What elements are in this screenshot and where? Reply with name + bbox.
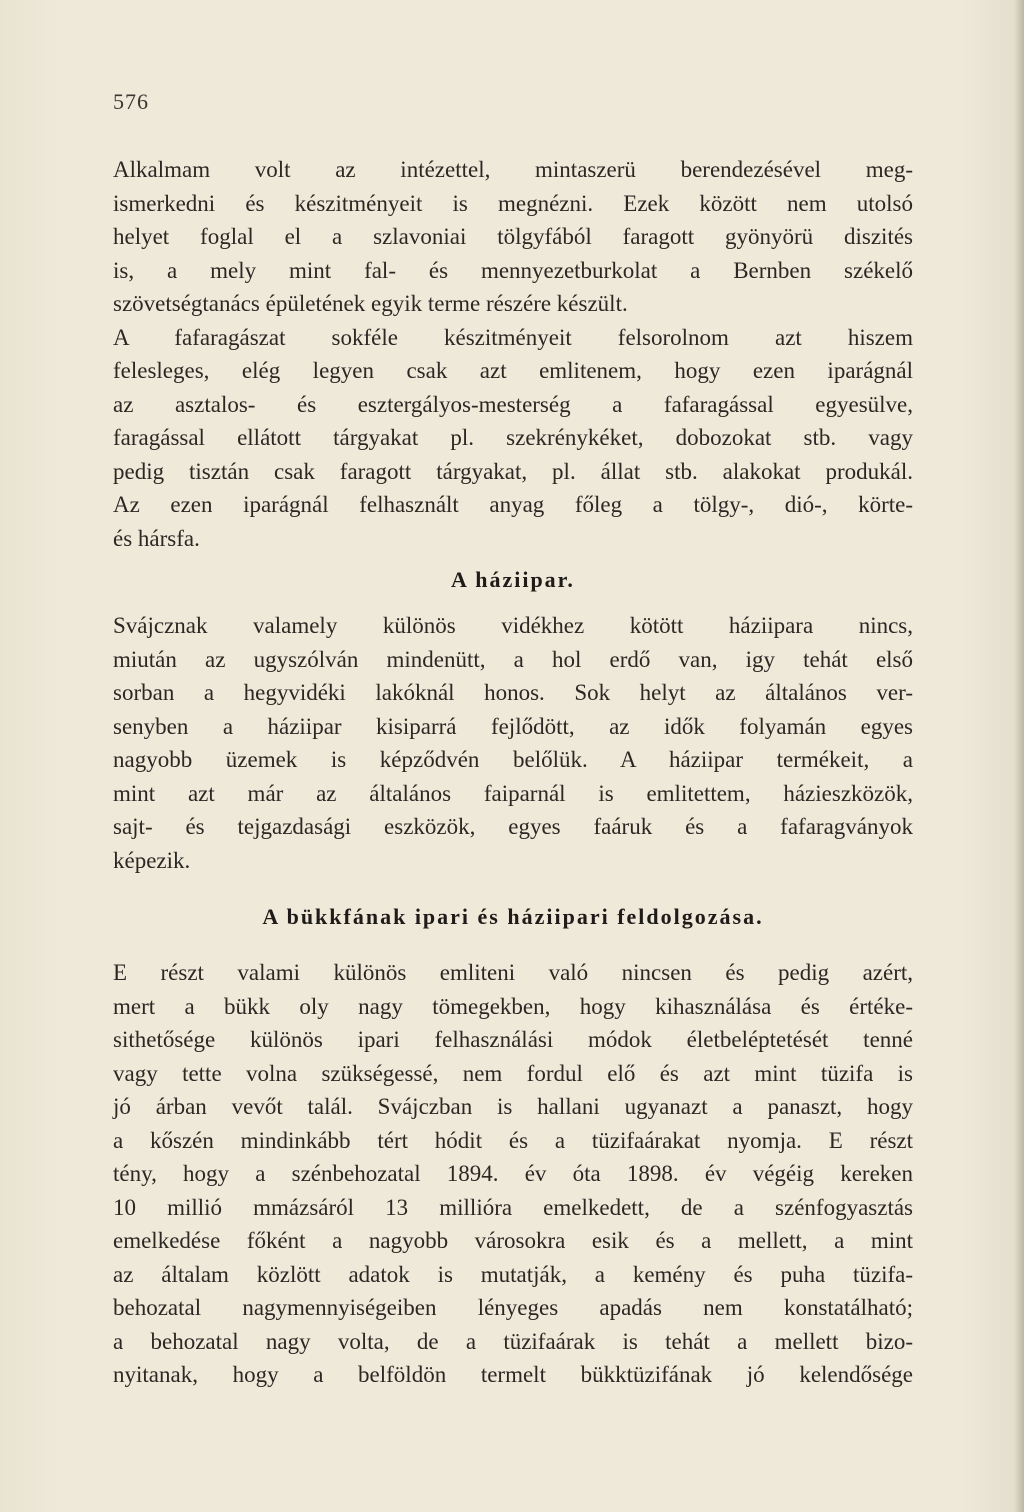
paragraph-1 bbox=[113, 153, 913, 321]
text-line: és hársfa. bbox=[113, 525, 200, 551]
text-column bbox=[113, 153, 913, 1392]
text-line: miután az ugyszólván mindenütt, a hol erdő van, igy tehát első bbox=[113, 646, 913, 672]
text-line: E részt valami különös emliteni való nincsen és pedig azért, bbox=[113, 960, 913, 985]
section-heading-haziipar: A háziipar. bbox=[451, 567, 575, 592]
text-line: jó árban vevőt talál. Svájczban is hallani ugyanazt a panaszt, hogy bbox=[113, 1094, 913, 1119]
text-line: a kőszén mindinkább tért hódit és a tüzifaárakat nyomja. E részt bbox=[113, 1127, 913, 1153]
paragraph-4 bbox=[113, 956, 913, 1392]
text-line: az általam közlött adatok is mutatják, a kemény és puha tüzifa- bbox=[113, 1261, 913, 1287]
text-line: nyitanak, hogy a belföldön termelt bükktüzifának jó kelendősége bbox=[113, 1362, 913, 1387]
text-line: 10 millió mmázsáról 13 millióra emelkedett, de a szénfogyasztás bbox=[113, 1194, 913, 1220]
section-heading-bukkfa: A bükkfának ipari és háziipari feldolgozása. bbox=[262, 904, 764, 929]
page-number: 576 bbox=[113, 89, 149, 114]
text-line: helyet foglal el a szlavoniai tölgyfából faragott gyönyörü diszités bbox=[113, 224, 913, 249]
text-line: sajt- és tejgazdasági eszközök, egyes faáruk és a fafaragványok bbox=[113, 814, 913, 839]
text-line: Az ezen iparágnál felhasznált anyag főleg a tölgy-, dió-, körte- bbox=[113, 492, 913, 517]
text-line: Svájcznak valamely különös vidékhez kötött háziipara nincs, bbox=[113, 613, 913, 638]
text-line: vagy tette volna szükségessé, nem fordul elő és azt mint tüzifa is bbox=[113, 1060, 913, 1086]
text-line: szövetségtanács épületének egyik terme részére készült. bbox=[113, 291, 628, 316]
text-line: sithetősége különös ipari felhasználási módok életbeléptetését tenné bbox=[113, 1027, 913, 1052]
page-edge-shadow bbox=[1014, 0, 1024, 1512]
text-line: ismerkedni és készitményeit is megnézni. Ezek között nem utolsó bbox=[113, 190, 913, 216]
text-line: pedig tisztán csak faragott tárgyakat, pl. állat stb. alakokat produkál. bbox=[113, 458, 913, 484]
text-line: a behozatal nagy volta, de a tüzifaárak is tehát a mellett bizo- bbox=[113, 1328, 913, 1354]
paragraph-2 bbox=[113, 321, 913, 556]
text-line: emelkedése főként a nagyobb városokra esik és a mellett, a mint bbox=[113, 1228, 913, 1253]
text-line: behozatal nagymennyiségeiben lényeges apadás nem konstatálható; bbox=[113, 1295, 913, 1320]
text-line: senyben a háziipar kisiparrá fejlődött, az idők folyamán egyes bbox=[113, 713, 913, 739]
text-line: nagyobb üzemek is képződvén belőlük. A háziipar termékeit, a bbox=[113, 747, 913, 772]
text-line: mint azt már az általános faiparnál is emlitettem, házieszközök, bbox=[113, 780, 913, 806]
text-line: az asztalos- és esztergályos-mesterség a fafaragással egyesülve, bbox=[113, 391, 913, 417]
text-line: felesleges, elég legyen csak azt emlitenem, hogy ezen iparágnál bbox=[113, 358, 913, 383]
text-line: A fafaragászat sokféle készitményeit felsorolnom azt hiszem bbox=[113, 324, 913, 350]
text-line: Alkalmam volt az intézettel, mintaszerü berendezésével meg- bbox=[113, 157, 913, 182]
paragraph-3 bbox=[113, 609, 913, 877]
text-line: mert a bükk oly nagy tömegekben, hogy kihasználása és értéke- bbox=[113, 993, 913, 1019]
text-line: is, a mely mint fal- és mennyezetburkolat a Bernben székelő bbox=[113, 257, 913, 283]
text-line: képezik. bbox=[113, 847, 191, 873]
text-line: tény, hogy a szénbehozatal 1894. év óta 1898. év végéig kereken bbox=[113, 1161, 913, 1186]
text-line: sorban a hegyvidéki lakóknál honos. Sok helyt az általános ver- bbox=[113, 680, 913, 705]
text-line: faragással ellátott tárgyakat pl. szekrénykéket, dobozokat stb. vagy bbox=[113, 425, 913, 450]
